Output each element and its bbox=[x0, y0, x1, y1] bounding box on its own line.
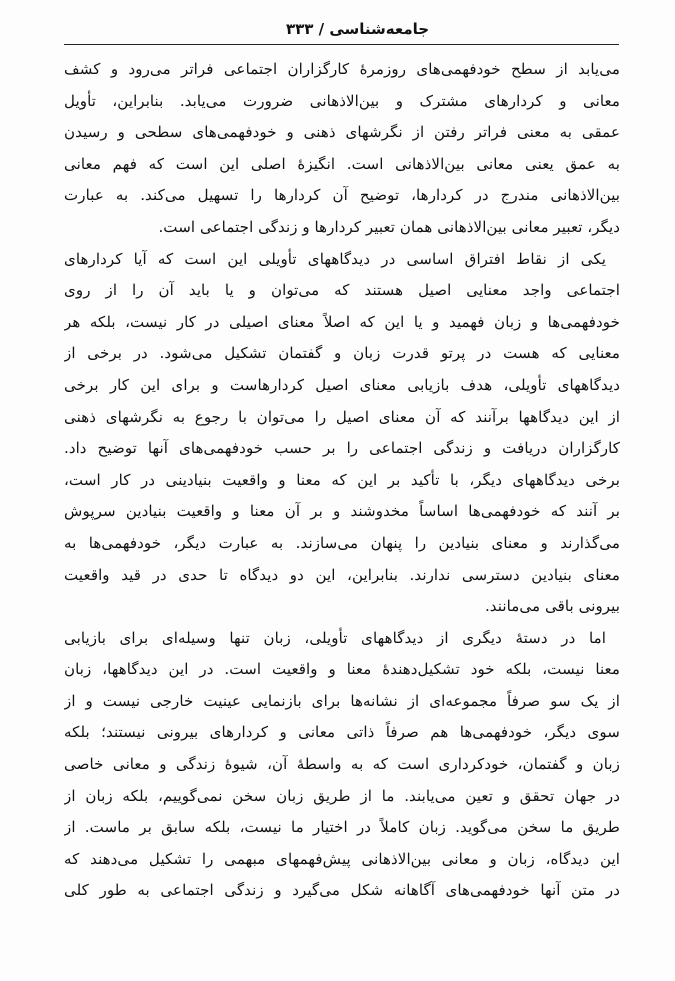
text-line-6: دیگر، تعبیر معانی بین‌الاذهانی همان تعبیر کردارها و زندگی اجتماعی است. bbox=[158, 217, 620, 236]
text-line-12: از این دیدگاهها برآنند که آن معنای اصیل را می‌توان با رجوع به نگرشهای ذهنی bbox=[64, 407, 620, 426]
text-line-17: معنای بنیادین دسترسی ندارند. بنابراین، این دو دیدگاه تا حدی در قید واقعیت bbox=[64, 565, 620, 584]
text-line-24: در جهان تحقق و تعین می‌یابند. ما از طریق زبان سخن نمی‌گوییم، بلکه زبان از bbox=[64, 786, 620, 805]
text-line-20: معنا نیست، بلکه خود تشکیل‌دهندهٔ معنا و واقعیت است. در این دیدگاهها، زبان bbox=[64, 660, 620, 679]
text-line-16: می‌گذارند و معنای بنیادین را پنهان می‌سازند. به عبارت دیگر، خودفهمی‌ها به bbox=[64, 533, 620, 552]
running-header: جامعه‌شناسی / ۳۳۳ bbox=[285, 20, 430, 38]
text-line-18: بیرونی باقی می‌مانند. bbox=[484, 597, 620, 616]
text-line-8: اجتماعی واجد معنایی اصیل هستند که می‌توان و یا باید آن را از روی bbox=[64, 281, 620, 300]
text-line-3: عمقی به معنی فراتر رفتن از نگرشهای ذهنی و خودفهمی‌های سطحی و رسیدن bbox=[64, 123, 620, 142]
text-line-15: بر آنند که خودفهمی‌ها اساساً مخدوشند و بر آن معنا و واقعیت بنیادین سرپوش bbox=[64, 502, 620, 521]
text-line-11: دیدگاههای تأویلی، هدف بازیابی معنای اصیل کردارهاست و برای این کار برخی bbox=[64, 375, 620, 394]
text-line-26: این دیدگاه، زبان و معانی بین‌الاذهانی پیش‌فهمهای مبهمی را تشکیل می‌دهند که bbox=[64, 849, 620, 868]
body-text bbox=[64, 54, 620, 907]
text-line-13: کارگزاران دریافت و زندگی اجتماعی را بر حسب خودفهمی‌های آنها توضیح داد. bbox=[64, 439, 620, 458]
header-rule bbox=[64, 44, 619, 45]
text-line-9: خودفهمی‌ها و زبان فهمید و یا این که اصلاً معنای اصیلی در کار نیست، بلکه هر bbox=[64, 312, 620, 331]
text-line-7: یکی از نقاط افتراق اساسی در دیدگاههای تأویلی این است که آیا کردارهای bbox=[64, 249, 606, 268]
text-line-10: معنایی که هست در پرتو قدرت زبان و گفتمان تشکیل می‌شود. در برخی از bbox=[64, 344, 620, 363]
text-line-21: از یک سو صرفاً مجموعه‌ای از نشانه‌ها برای بازنمایی عینیت خارجی نیست و از bbox=[64, 691, 620, 710]
text-line-14: برخی دیدگاههای دیگر، با تأکید بر این که معنا و واقعیت بنیادینی در کار است، bbox=[64, 470, 620, 489]
text-line-23: زبان و گفتمان، خودکرداری است که به واسطهٔ آن، شیوهٔ زندگی و معانی خاصی bbox=[64, 755, 620, 774]
text-line-5: بین‌الاذهانی مندرج در کردارها، توضیح آن کردارها را تسهیل می‌کند. به عبارت bbox=[64, 186, 620, 205]
text-line-22: سوی دیگر، خودفهمی‌ها هم صرفاً ذاتی معانی و کردارهای بیرونی نیستند؛ بلکه bbox=[64, 723, 620, 742]
text-line-25: طریق ما سخن می‌گوید. زبان کاملاً در اختیار ما نیست، بلکه سابق بر ماست. از bbox=[64, 818, 620, 837]
text-line-27: در متن آنها خودفهمی‌های آگاهانه شکل می‌گیرد و زندگی اجتماعی به طور کلی bbox=[64, 881, 620, 900]
text-line-19: اما در دستهٔ دیگری از دیدگاههای تأویلی، زبان تنها وسیله‌ای برای بازیابی bbox=[64, 628, 606, 647]
text-line-1: می‌یابد از سطح خودفهمی‌های روزمرهٔ کارگزاران اجتماعی فراتر می‌رود و کشف bbox=[64, 60, 620, 78]
text-line-2: معانی و کردارهای مشترک و بین‌الاذهانی ضرورت می‌یابد. بنابراین، تأویل bbox=[64, 91, 620, 110]
text-line-4: به عمق یعنی معانی بین‌الاذهانی است. انگیزهٔ اصلی این است که فهم معانی bbox=[64, 154, 620, 173]
